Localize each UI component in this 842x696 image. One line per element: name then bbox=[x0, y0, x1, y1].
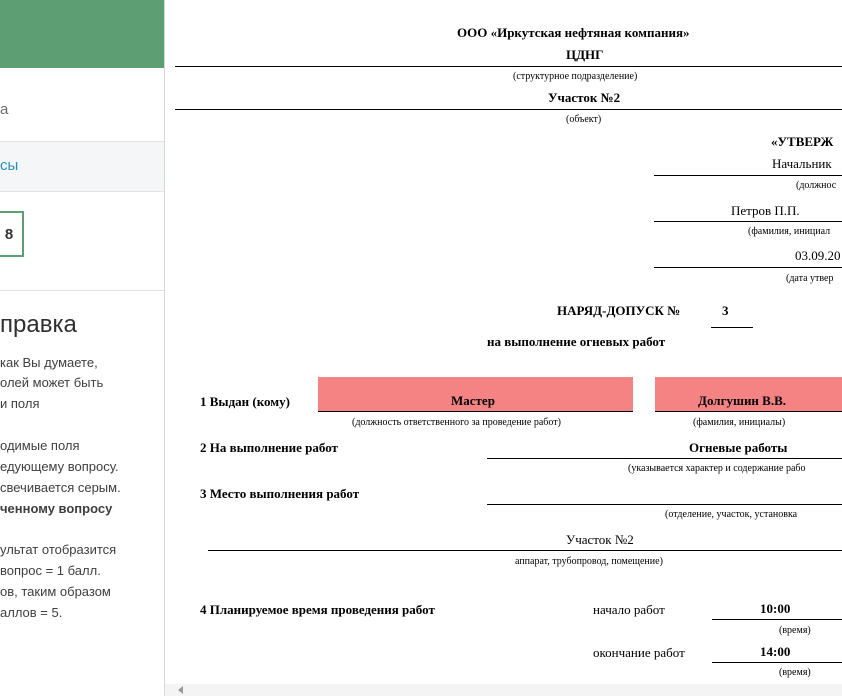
work-type: Огневые работы bbox=[689, 440, 788, 455]
permit-subtitle: на выполнение огневых работ bbox=[487, 334, 666, 349]
row1-label: 1 Выдан (кому) bbox=[200, 394, 290, 409]
responsible-position: Мастер bbox=[451, 393, 495, 408]
help-line: аллов = 5. bbox=[0, 605, 63, 620]
sidebar-header bbox=[0, 0, 164, 68]
help-line: вопрос = 1 балл. bbox=[0, 563, 101, 578]
work-type-caption: (указывается характер и содержание рабо bbox=[628, 463, 806, 474]
help-line: ультат отобразится bbox=[0, 542, 117, 557]
sidebar-tab[interactable] bbox=[0, 141, 164, 192]
company-name: ООО «Иркутская нефтяная компания» bbox=[457, 25, 690, 40]
responsible-position-caption: (должность ответственного за проведение работ) bbox=[352, 417, 561, 428]
help-line: одимые поля bbox=[0, 438, 80, 453]
row3-label: 3 Место выполнения работ bbox=[200, 486, 360, 501]
start-label: начало работ bbox=[593, 602, 665, 617]
approve-heading: «УТВЕРЖ bbox=[771, 134, 834, 149]
scroll-left-icon[interactable] bbox=[175, 684, 187, 696]
underline bbox=[712, 619, 842, 620]
start-time-caption: (время) bbox=[779, 625, 811, 636]
location-caption: (отделение, участок, установка bbox=[665, 509, 798, 520]
underline bbox=[487, 504, 842, 505]
approver-name: Петров П.П. bbox=[731, 203, 800, 218]
division: ЦДНГ bbox=[566, 47, 604, 62]
permit-number: 3 bbox=[722, 303, 729, 318]
approve-date-caption: (дата утвер bbox=[786, 273, 834, 284]
permit-document bbox=[165, 0, 842, 696]
underline bbox=[318, 411, 633, 412]
row2-label: 2 На выполнение работ bbox=[200, 440, 338, 455]
location-value: Участок №2 bbox=[566, 532, 634, 547]
underline bbox=[654, 267, 842, 268]
help-line: ченному вопросу bbox=[0, 501, 113, 516]
object-name: Участок №2 bbox=[548, 90, 621, 105]
underline bbox=[712, 662, 842, 663]
help-line: едующему вопросу. bbox=[0, 459, 119, 474]
divider bbox=[0, 290, 164, 291]
row4-label: 4 Планируемое время проведения работ bbox=[200, 602, 435, 617]
sidebar-item-label[interactable]: а bbox=[0, 101, 9, 118]
question-counter[interactable]: 8 bbox=[0, 211, 24, 257]
underline bbox=[654, 175, 842, 176]
responsible-name-caption: (фамилия, инициалы) bbox=[693, 417, 786, 428]
help-title: правка bbox=[0, 311, 77, 338]
sidebar-tab-label[interactable]: сы bbox=[0, 157, 19, 174]
help-line: свечивается серым. bbox=[0, 480, 121, 495]
underline bbox=[654, 221, 842, 222]
approver-position-caption: (должнос bbox=[796, 180, 837, 191]
end-time: 14:00 bbox=[760, 644, 791, 659]
approver-position: Начальник bbox=[772, 156, 832, 171]
location-caption-2: аппарат, трубопровод, помещение) bbox=[515, 556, 663, 567]
help-line: и поля bbox=[0, 396, 40, 411]
horizontal-scrollbar[interactable] bbox=[165, 684, 842, 696]
start-time: 10:00 bbox=[760, 601, 791, 616]
underline bbox=[487, 458, 842, 459]
underline bbox=[175, 66, 842, 67]
approver-name-caption: (фамилия, инициал bbox=[748, 226, 831, 237]
underline bbox=[208, 550, 842, 551]
help-line: олей может быть bbox=[0, 375, 104, 390]
underline bbox=[655, 411, 842, 412]
end-label: окончание работ bbox=[593, 645, 685, 660]
division-caption: (структурное подразделение) bbox=[513, 71, 638, 82]
underline bbox=[711, 327, 753, 328]
help-line: как Вы думаете, bbox=[0, 355, 98, 370]
approve-date: 03.09.20 bbox=[795, 248, 841, 263]
end-time-caption: (время) bbox=[779, 667, 811, 678]
help-line: ов, таким образом bbox=[0, 584, 111, 599]
responsible-name: Долгушин В.В. bbox=[698, 393, 787, 408]
permit-title: НАРЯД-ДОПУСК № bbox=[557, 303, 681, 318]
help-sidebar bbox=[0, 0, 165, 696]
object-caption: (объект) bbox=[566, 114, 602, 125]
underline bbox=[175, 109, 842, 110]
